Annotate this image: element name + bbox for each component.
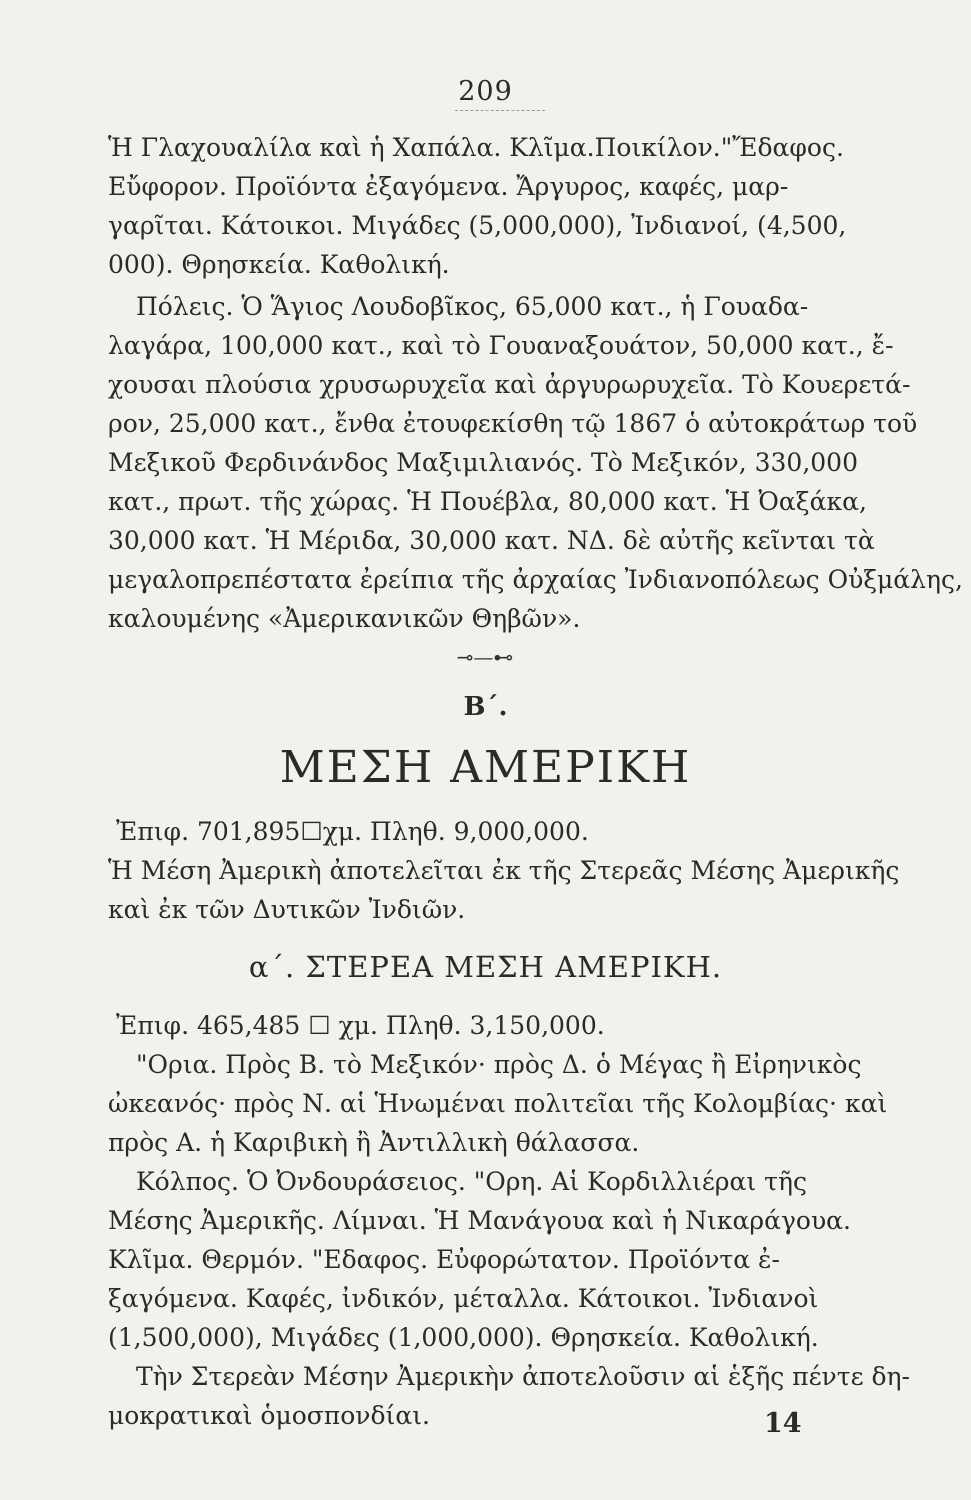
text-line: Πόλεις. Ὁ Ἅγιος Λουδοβῖκος, 65,000 κατ., ἡ Γουαδα- [136,292,809,321]
central-america-intro [108,812,900,929]
text-line: Ἡ Μέση Ἀμερικὴ ἀποτελεῖται ἐκ τῆς Στερεᾶς Μέσης Ἀμερικῆς [108,856,900,885]
text-line: καλουμένης «Ἀμερικανικῶν Θηβῶν». [108,604,581,633]
text-line: ξαγόμενα. Καφές, ἰνδικόν, μέταλλα. Κάτοικοι. Ἰνδιανοὶ [108,1284,819,1313]
text-line: λαγάρα, 100,000 κατ., καὶ τὸ Γουαναξουάτον, 50,000 κατ., ἔ- [108,331,894,360]
page-number-rule [455,110,545,111]
text-line: Κόλπος. Ὁ Ὀνδουράσειος. "Ορη. Αἱ Κορδιλλιέραι τῆς [136,1167,807,1196]
ornament-divider: ⊸—⊷ [456,645,514,669]
text-line: 30,000 κατ. Ἡ Μέριδα, 30,000 κατ. ΝΔ. δὲ αὐτῆς κεῖνται τὰ [108,526,875,555]
text-line: Εὔφορον. Προϊόντα ἐξαγόμενα. Ἄργυρος, καφές, μαρ- [108,172,789,201]
text-line: κατ., πρωτ. τῆς χώρας. Ἡ Πουέβλα, 80,000 κατ. Ἡ Ὀαξάκα, [108,487,867,516]
signature-mark: 14 [764,1408,802,1439]
text-line: Ἡ Γλαχουαλίλα καὶ ἡ Χαπάλα. Κλῖμα.Ποικίλον."Ἔδαφος. [108,133,844,162]
text-line: μοκρατικαὶ ὁμοσπονδίαι. [108,1401,430,1430]
subsection-stats: Ἐπιφ. 465,485 ☐ χμ. Πληθ. 3,150,000. [116,1011,605,1040]
page-number: 209 [458,76,513,107]
text-line: πρὸς Α. ἡ Καριβικὴ ἢ Ἀντιλλικὴ θάλασσα. [108,1128,640,1157]
text-line: "Ορια. Πρὸς Β. τὸ Μεξικόν· πρὸς Δ. ὁ Μέγας ἢ Εἰρηνικὸς [136,1050,862,1079]
text-line: 000). Θρησκεία. Καθολική. [108,250,450,279]
text-line: καὶ ἐκ τῶν Δυτικῶν Ἰνδιῶν. [108,895,466,924]
section-letter: Β΄. [463,692,508,722]
text-line: Μεξικοῦ Φερδινάνδος Μαξιμιλιανός. Τὸ Μεξικόν, 330,000 [108,448,858,477]
section-stats: Ἐπιφ. 701,895☐χμ. Πληθ. 9,000,000. [116,817,589,846]
cities-paragraph [108,287,963,638]
text-line: γαρῖται. Κάτοικοι. Μιγάδες (5,000,000), Ἰνδιανοί, (4,500, [108,211,847,240]
text-line: ρον, 25,000 κατ., ἔνθα ἐτουφεκίσθη τῷ 1867 ὁ αὐτοκράτωρ τοῦ [108,409,918,438]
mexico-continuation-paragraph [108,128,868,284]
text-line: Τὴν Στερεὰν Μέσην Ἀμερικὴν ἀποτελοῦσιν αἱ ἑξῆς πέντε δη- [136,1362,910,1391]
text-line: ὠκεανός· πρὸς Ν. αἱ Ἡνωμέναι πολιτεῖαι τῆς Κολομβίας· καὶ [108,1089,888,1118]
text-line: μεγαλοπρεπέστατα ἐρείπια τῆς ἀρχαίας Ἰνδιανοπόλεως Οὐξμάλης, [108,565,963,594]
subsection-title: α΄. ΣΤΕΡΕΑ ΜΕΣΗ ΑΜΕΡΙΚΗ. [248,950,723,984]
subsection-body [108,1006,910,1435]
text-line: Κλῖμα. Θερμόν. "Εδαφος. Εὐφορώτατον. Προϊόντα ἐ- [108,1245,780,1274]
text-line: (1,500,000), Μιγάδες (1,000,000). Θρησκεία. Καθολική. [108,1323,819,1352]
text-line: χουσαι πλούσια χρυσωρυχεῖα καὶ ἀργυρωρυχεῖα. Τὸ Κουερετά- [108,370,911,399]
section-title: ΜΕΣΗ ΑΜΕΡΙΚΗ [279,742,692,793]
text-line: Μέσης Ἀμερικῆς. Λίμναι. Ἡ Μανάγουα καὶ ἡ Νικαράγουα. [108,1206,851,1235]
